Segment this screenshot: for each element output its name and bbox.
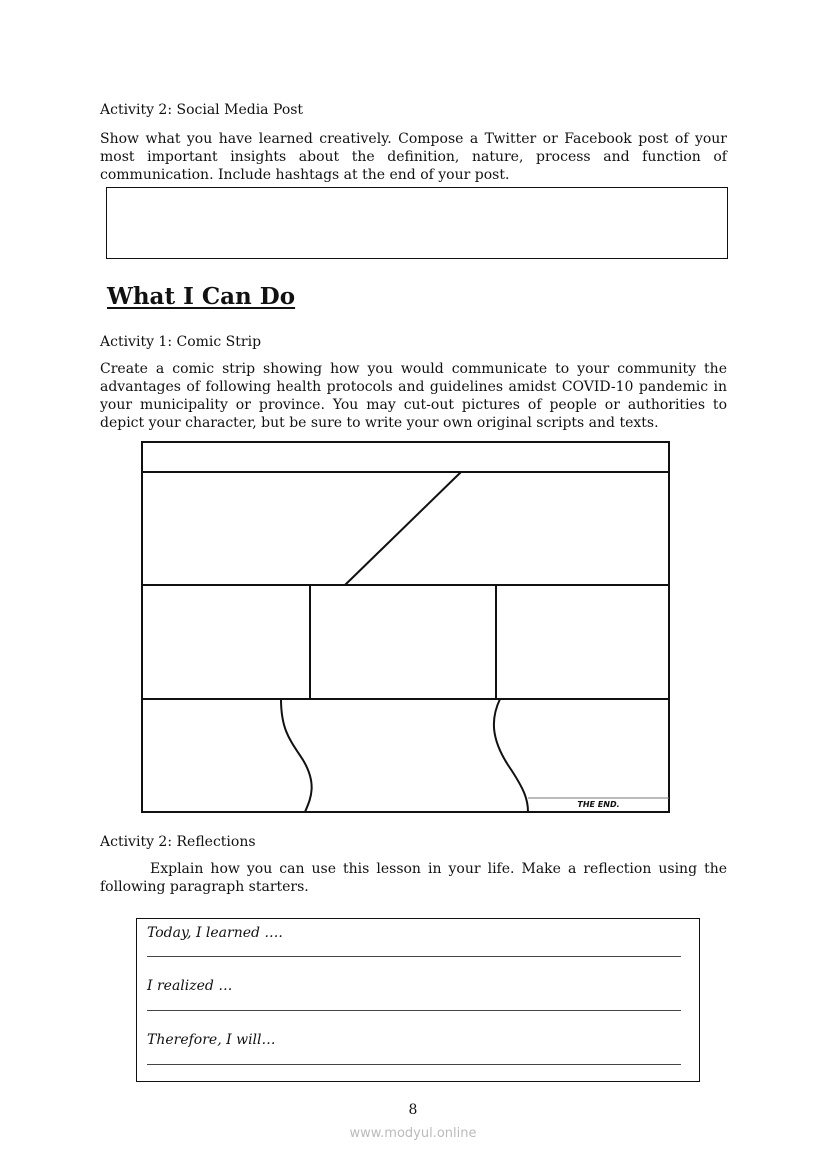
reflections-title: Activity 2: Reflections (100, 834, 256, 850)
wavy-divider (494, 699, 528, 812)
the-end-label: THE END. (577, 800, 620, 809)
section-heading: What I Can Do (107, 283, 296, 310)
social-post-title: Activity 2: Social Media Post (100, 102, 304, 118)
starter-therefore: Therefore, I will… (147, 1032, 276, 1048)
reflection-box[interactable] (136, 918, 700, 1082)
answer-line[interactable] (147, 1010, 681, 1011)
starter-realized: I realized … (147, 978, 233, 994)
reflections-instructions: Explain how you can use this lesson in your life. Make a reflection using the following paragraph starters. (100, 861, 727, 895)
starter-today: Today, I learned …. (147, 925, 283, 941)
comic-strip-title: Activity 1: Comic Strip (100, 334, 262, 350)
diagonal-divider (345, 472, 461, 585)
social-post-instructions: Show what you have learned creatively. Compose a Twitter or Facebook post of your most important insights about the definition, nature, process and function of communication. Include hashtags at the end of your post. (100, 131, 727, 183)
comic-strip-instructions: Create a comic strip showing how you would communicate to your community the advantages of following health protocols and guidelines amidst COVID-10 pandemic in your municipality or province. You may cut-out pictures of people or authorities to depict your character, but be sure to write your own original scripts and texts. (100, 361, 727, 431)
answer-line[interactable] (147, 1064, 681, 1065)
answer-line[interactable] (147, 956, 681, 957)
page-number: 8 (408, 1102, 418, 1118)
wavy-divider (281, 699, 312, 812)
watermark: www.modyul.online (349, 1126, 477, 1141)
comic-frame (142, 442, 669, 812)
